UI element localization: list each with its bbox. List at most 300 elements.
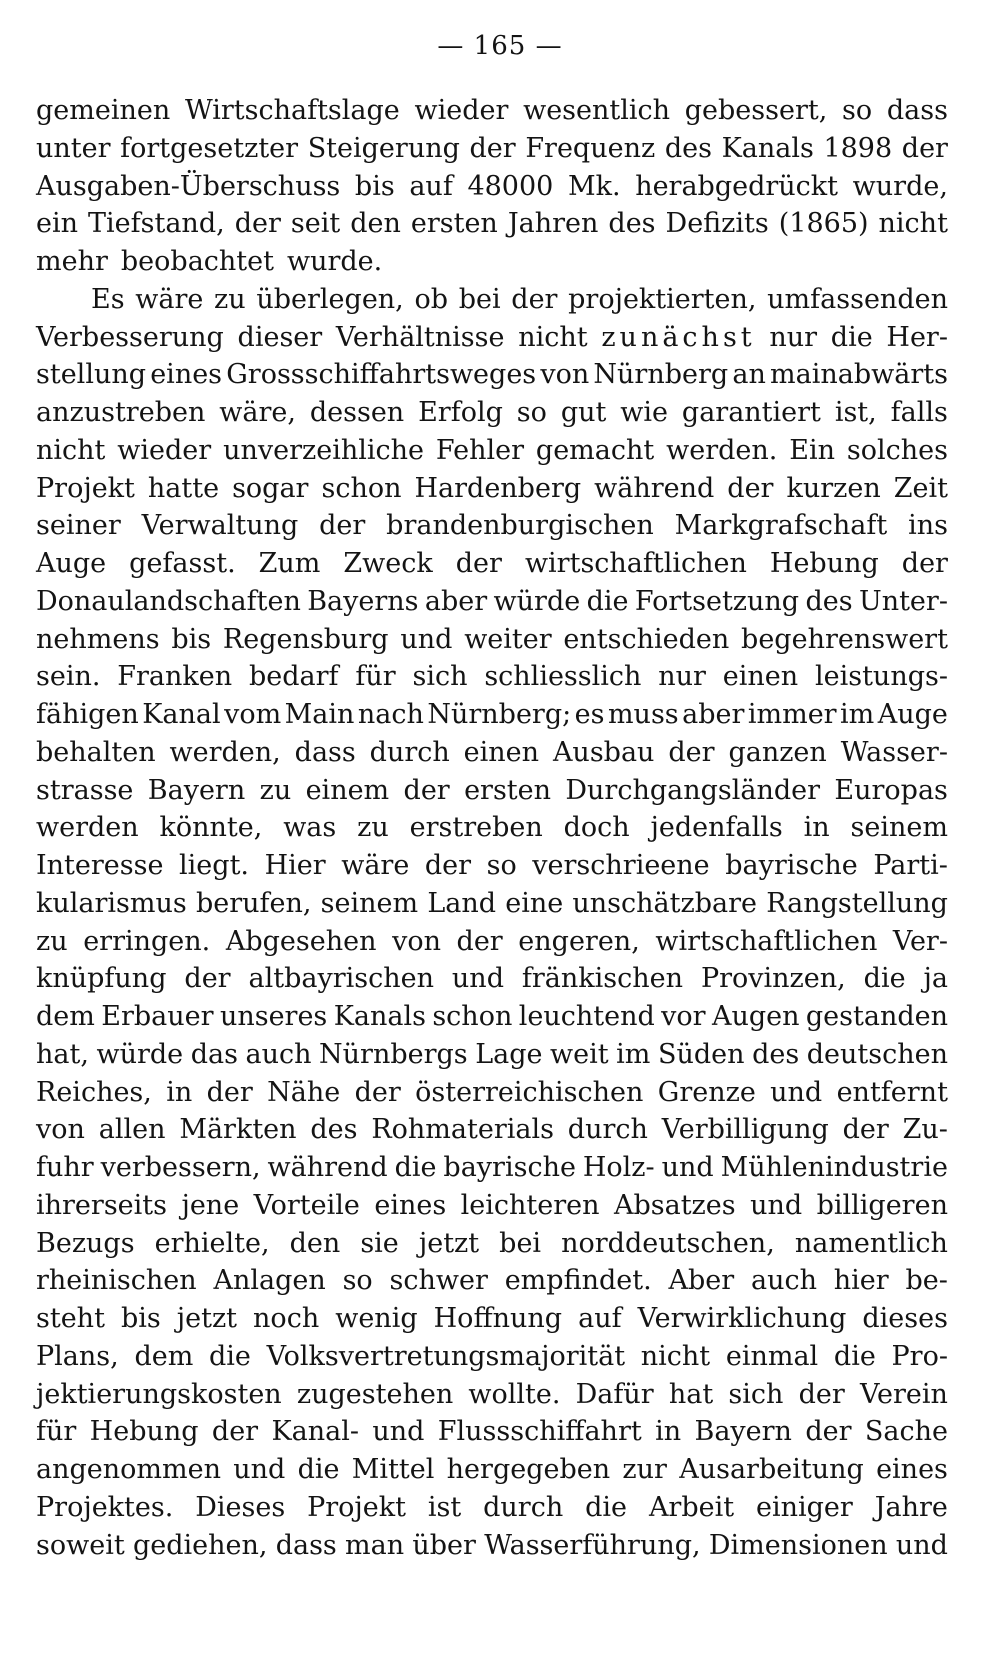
word: Arbeit (648, 1491, 735, 1523)
word: eines (876, 1454, 948, 1485)
text-line (36, 319, 948, 357)
word: Kanal- (271, 1416, 359, 1448)
word: ihrerseits (36, 1189, 167, 1221)
word: das (190, 1038, 238, 1070)
word: der (403, 774, 450, 806)
word: während (267, 1152, 388, 1183)
word: Märkten (179, 1114, 297, 1146)
word: würde (493, 585, 581, 617)
word: vom (224, 699, 282, 730)
word: seit (290, 208, 341, 240)
word: Verbesserung (36, 321, 224, 353)
word: wäre (341, 850, 410, 881)
word: auch (245, 1038, 312, 1070)
word: sich (728, 1378, 784, 1410)
text-line (36, 92, 948, 130)
word: Rangstellung (766, 887, 948, 919)
word: Franken (117, 661, 233, 693)
word: beobachtet (120, 246, 274, 277)
word: Steigerung (307, 132, 460, 164)
word: 48000 (467, 170, 554, 202)
word: hatte (147, 472, 220, 504)
word: so (486, 850, 517, 881)
word: Land (427, 887, 497, 919)
text-line (36, 1149, 948, 1187)
word: Hoffnung (433, 1303, 563, 1334)
word: garantiert (681, 397, 821, 428)
word: ist, (834, 397, 877, 428)
word: (1865) (778, 208, 869, 240)
text-line (36, 394, 948, 432)
word: Mk. (567, 170, 621, 202)
word: leuchtend (518, 1001, 655, 1032)
word: Ausgaben-Überschuss (36, 170, 341, 202)
word: Dimensionen (708, 1529, 888, 1561)
word: gemacht (535, 434, 655, 466)
word: von (36, 1114, 85, 1146)
text-line (36, 281, 948, 319)
word: Pro- (891, 1340, 948, 1372)
word: dem (36, 1001, 95, 1032)
word: dieser (237, 321, 323, 353)
word: des (664, 132, 712, 164)
text-line (36, 960, 948, 998)
word: zugestehen (296, 1378, 454, 1410)
word: eines (374, 1189, 447, 1221)
word: der (456, 925, 503, 957)
word: noch (253, 1303, 320, 1334)
text-line (36, 205, 948, 243)
word: wurde. (286, 246, 383, 277)
word: seiner (36, 510, 121, 542)
word: werden (36, 812, 139, 844)
word: einen (722, 661, 799, 693)
word: Grossschiffahrtsweges (226, 359, 537, 391)
word: nicht (36, 434, 106, 466)
word: fuhr (36, 1152, 94, 1183)
word: und (400, 623, 453, 655)
text-line (36, 1376, 948, 1414)
word: Rohmaterials (371, 1114, 554, 1146)
word: dem (134, 1340, 194, 1372)
word: schon (432, 1001, 513, 1032)
text-line (36, 243, 948, 281)
word: strasse (36, 774, 134, 806)
word: ganzen (728, 736, 827, 768)
word: bis (120, 1303, 161, 1334)
word: gemeinen (36, 95, 171, 126)
word: gediehen, (132, 1529, 268, 1561)
word: sie (360, 1227, 399, 1259)
word: werden. (666, 434, 778, 466)
word: die (830, 321, 873, 353)
word: der (184, 963, 231, 995)
word: sich (412, 661, 468, 693)
text-line (36, 772, 948, 810)
word: Aber (668, 1265, 735, 1297)
word: umfassenden (767, 283, 948, 315)
text-line (36, 1338, 948, 1376)
word: Unter- (858, 585, 948, 617)
word: wäre (135, 283, 204, 315)
word: aber (424, 585, 488, 617)
word: Frequenz (525, 132, 656, 164)
word: vor (661, 1001, 706, 1032)
word: der (901, 548, 948, 579)
text-line (36, 621, 948, 659)
word: soweit (36, 1529, 125, 1561)
word: Europas (834, 774, 948, 806)
word: bayrische (443, 1152, 576, 1183)
text-line (36, 130, 948, 168)
word: Volksvertretungsmajorität (266, 1340, 626, 1372)
word: begehrenswert (741, 623, 948, 655)
word: Wasserführung, (484, 1529, 701, 1561)
word: erhielte, (154, 1227, 270, 1259)
word: bedarf (248, 661, 339, 693)
word: Kanal (142, 699, 221, 730)
word: wirtschaftlichen (524, 548, 747, 579)
word: man (345, 1529, 405, 1561)
word: Verwaltung (141, 510, 299, 542)
word: Main (284, 699, 355, 730)
word: Nähe (267, 1076, 341, 1108)
word: Fortsetzung (634, 585, 800, 617)
word: gefasst. (129, 548, 236, 579)
word: Nürnberg; (427, 699, 572, 730)
word: stellung (36, 359, 147, 391)
word: und (661, 1152, 714, 1183)
word: muss (607, 699, 679, 730)
word: die (586, 585, 629, 617)
word: Hardenberg (414, 472, 582, 504)
word: von (392, 925, 441, 957)
text-line (36, 847, 948, 885)
word: jene (181, 1189, 240, 1221)
word: doch (563, 812, 630, 844)
word: verbessern, (100, 1152, 261, 1183)
word: gestanden (805, 1001, 948, 1032)
word: fränkischen (521, 963, 684, 995)
word: 1898 (823, 132, 893, 164)
word: ist (427, 1491, 462, 1523)
word: Reiches, (36, 1076, 152, 1108)
body-text (36, 92, 948, 1564)
word: Ver- (892, 925, 948, 957)
word: durch (567, 1114, 648, 1146)
text-line (36, 809, 948, 847)
word: herabgedrückt (635, 170, 839, 202)
word: einem (305, 774, 390, 806)
word: liegt. (179, 850, 249, 881)
word: rheinischen (36, 1265, 197, 1297)
word: österreichischen (415, 1076, 644, 1108)
word: leistungs- (814, 661, 948, 693)
word: und (372, 1416, 425, 1448)
word: ins (908, 510, 948, 542)
word: gebessert, (684, 95, 828, 126)
word: Fehler (435, 434, 525, 466)
word: der (211, 1416, 259, 1448)
word: der (319, 510, 366, 542)
word: berufen, (195, 887, 312, 919)
word: altbayrischen (248, 963, 434, 995)
word: auch (750, 1265, 817, 1297)
word: deutschen (806, 1038, 948, 1070)
word: was (283, 812, 337, 844)
word: weiter (464, 623, 552, 655)
word: dieses (862, 1303, 948, 1334)
word: würde (96, 1038, 184, 1070)
word: behalten (36, 736, 156, 768)
word: der (455, 548, 502, 579)
word: Wasser- (840, 736, 948, 768)
word: Flussschiffahrt (437, 1416, 642, 1448)
word: Vorteile (253, 1189, 360, 1221)
word: in (655, 1416, 682, 1448)
text-line (36, 923, 948, 961)
word: der (511, 283, 558, 315)
word: die (585, 1491, 628, 1523)
word: allen (98, 1114, 166, 1146)
word: sein. (36, 661, 101, 693)
word: wieder (414, 95, 509, 126)
word: die (297, 1454, 340, 1485)
word: jedenfalls (650, 812, 783, 844)
word: während (594, 472, 715, 504)
word: Ein (789, 434, 835, 466)
word: aber (682, 699, 745, 730)
word: Bayern (147, 774, 246, 806)
word: jetzt (176, 1303, 238, 1334)
text-line (36, 885, 948, 923)
text-line (36, 507, 948, 545)
word: Tiefstand, (88, 208, 225, 240)
word: der (668, 736, 715, 768)
word: Auge (36, 548, 107, 579)
word: und (895, 1529, 948, 1561)
word: falls (890, 397, 948, 428)
word: wesentlich (523, 95, 671, 126)
word: Zweck (343, 548, 433, 579)
word: zu (214, 283, 246, 315)
word: ob (414, 283, 448, 315)
word: durch (369, 736, 450, 768)
text-line (36, 1262, 948, 1300)
word: Verbilligung (661, 1114, 829, 1146)
word: brandenburgischen (386, 510, 654, 542)
word: Plans, (36, 1340, 119, 1372)
word: werden, (169, 736, 281, 768)
word: Ausarbeitung (679, 1454, 864, 1485)
word: der (424, 850, 472, 881)
word: es (574, 699, 605, 730)
word: die (394, 1152, 437, 1183)
word: Verein (859, 1378, 948, 1410)
word: nach (357, 699, 424, 730)
word: Mühlenindustrie (720, 1152, 948, 1183)
word: jektierungskosten (36, 1378, 282, 1410)
word: entfernt (836, 1076, 948, 1108)
word: an (732, 359, 766, 391)
word: der (206, 1076, 253, 1108)
word: wollte. (468, 1378, 561, 1410)
word: leichteren (460, 1189, 600, 1221)
word: be- (905, 1265, 948, 1297)
word: seinem (850, 812, 948, 844)
word: für (355, 661, 396, 693)
word: Erbauer (101, 1001, 214, 1032)
text-line (36, 470, 948, 508)
text-line (36, 1489, 948, 1527)
word: wenig (335, 1303, 418, 1334)
word: des (608, 208, 656, 240)
word: der (901, 132, 948, 164)
text-line (36, 1413, 948, 1451)
word: angenommen (36, 1454, 221, 1485)
word: unseres (219, 1001, 328, 1032)
page-number: — 165 — (437, 31, 563, 61)
word: Es (91, 283, 125, 315)
word: solches (846, 434, 948, 466)
word: Durchgangsländer (565, 774, 821, 806)
word: überlegen, (256, 283, 404, 315)
word: zu (357, 812, 389, 844)
word: sogar (232, 472, 309, 504)
word: ja (923, 963, 948, 995)
word: Regensburg (222, 623, 389, 655)
word: dass (275, 1529, 337, 1561)
word: nicht (518, 321, 588, 353)
word: des (752, 1038, 800, 1070)
word: Nürnbergs (319, 1038, 468, 1070)
word: hergegeben (446, 1454, 611, 1485)
word: nicht (878, 208, 948, 240)
word: namentlich (794, 1227, 948, 1259)
word: Projekt (307, 1491, 406, 1523)
word: Grenze (657, 1076, 756, 1108)
word: fähigen (36, 699, 139, 730)
word: Zeit (893, 472, 948, 504)
word: Abgesehen (225, 925, 377, 957)
word: der (805, 1416, 852, 1448)
word: Hier (264, 850, 326, 881)
word: schliesslich (484, 661, 642, 693)
text-line (36, 658, 948, 696)
word: den (289, 1227, 341, 1259)
word: auf (578, 1303, 622, 1334)
word: Hebung (769, 548, 879, 579)
word: nicht (640, 1340, 711, 1372)
word: die (833, 1340, 876, 1372)
word: im (616, 1038, 651, 1070)
word: nur (658, 661, 706, 693)
word: Sache (864, 1416, 948, 1448)
text-line (36, 1451, 948, 1489)
word: über (412, 1529, 476, 1561)
word: Mittel (351, 1454, 435, 1485)
word: Defizits (665, 208, 769, 240)
word: kurzen (786, 472, 881, 504)
word: erringen. (83, 925, 211, 957)
word: Kanals (333, 1001, 426, 1032)
word: Donaulandschaften (36, 585, 301, 617)
text-line (36, 432, 948, 470)
word: so (516, 397, 547, 428)
word: könnte, (159, 812, 263, 844)
word: ein (36, 208, 79, 240)
word: im (840, 699, 875, 730)
word: nur (769, 321, 818, 353)
word: hat, (36, 1038, 89, 1070)
word: der (842, 1114, 889, 1146)
text-line (36, 696, 948, 734)
word: bis (171, 623, 212, 655)
text-line (36, 1300, 948, 1338)
word: wirtschaftlichen (655, 925, 878, 957)
word: die (209, 1340, 251, 1372)
word: des (310, 1114, 358, 1146)
word: die (863, 963, 906, 995)
word: eines (150, 359, 223, 391)
word: verschrieene (532, 850, 710, 881)
word: unter (36, 132, 111, 164)
word: der (798, 1378, 845, 1410)
text-line (36, 998, 948, 1036)
word: Hebung (89, 1416, 199, 1448)
word: Bayern (694, 1416, 792, 1448)
word: zu (36, 925, 68, 957)
word: kularismus (36, 887, 187, 919)
word: Süden (657, 1038, 745, 1070)
word: Erfolg (418, 397, 503, 428)
word: Verhältnisse (335, 321, 505, 353)
word: wäre, (219, 397, 296, 428)
word: Augen (711, 1001, 800, 1032)
word: Bezugs (36, 1227, 135, 1259)
word: unschätzbare (572, 887, 757, 919)
word: billigeren (816, 1189, 948, 1221)
text-line (36, 1225, 948, 1263)
text-line (36, 1074, 948, 1112)
text-line (36, 1527, 948, 1565)
word: von (540, 359, 590, 391)
word: wieder (117, 434, 212, 466)
word: Projekt (36, 472, 135, 504)
word: in (166, 1076, 193, 1108)
text-line (36, 1187, 948, 1225)
word: nehmens (36, 623, 160, 655)
word: der (234, 208, 281, 240)
word: zur (622, 1454, 667, 1485)
word: dass (294, 736, 356, 768)
word: für (36, 1416, 77, 1448)
word: bei (499, 1227, 542, 1259)
word: schon (321, 472, 402, 504)
text-line (36, 168, 948, 206)
word: ersten (464, 774, 552, 806)
word: Projektes. (36, 1491, 174, 1523)
word: Anlagen (213, 1265, 326, 1297)
word: Wirtschaftslage (184, 95, 400, 126)
word: Nürnberg (593, 359, 729, 391)
word: seinem (320, 887, 419, 919)
word: immer (747, 699, 837, 730)
word: auf (409, 170, 453, 202)
word: hat (668, 1378, 714, 1410)
word: in (803, 812, 830, 844)
word: engeren, (518, 925, 640, 957)
